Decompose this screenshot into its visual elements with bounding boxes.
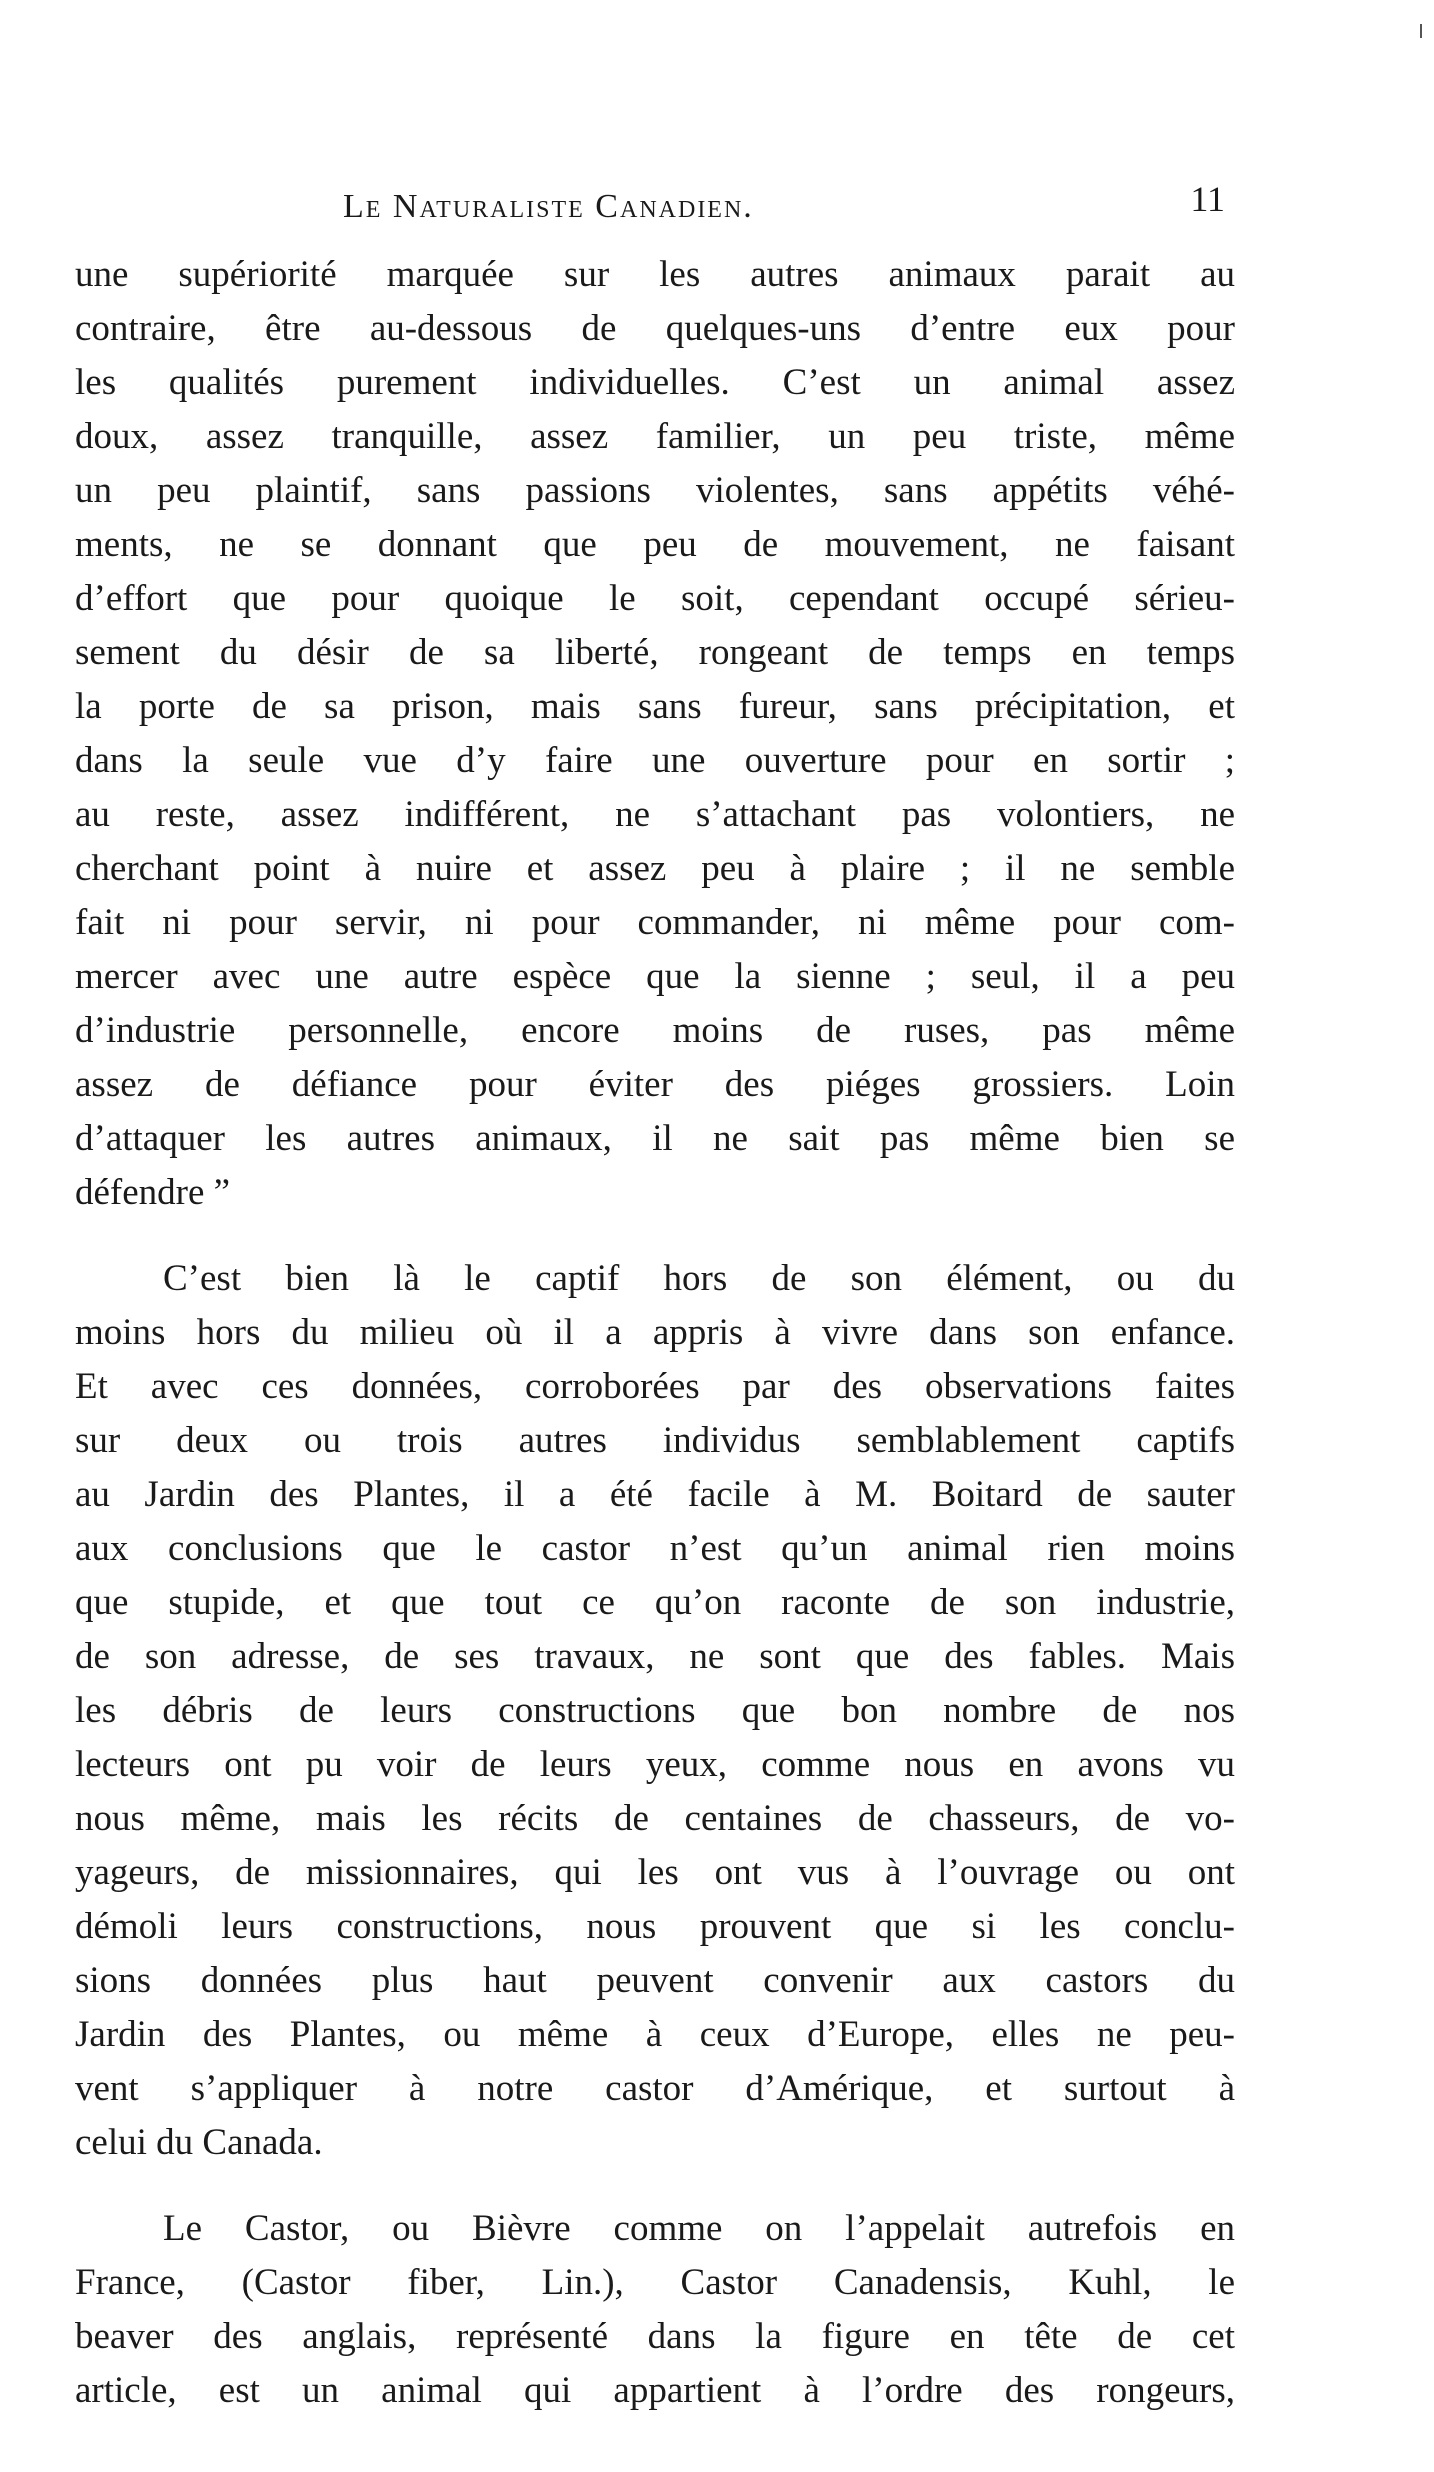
text-line: démoli leurs constructions, nous prouvent que si les conclu- (75, 1906, 1235, 1947)
scan-edge-mark (1420, 24, 1422, 38)
text-line: aux conclusions que le castor n’est qu’un animal rien moins (75, 1528, 1235, 1569)
text-line: assez de défiance pour éviter des piéges grossiers. Loin (75, 1064, 1235, 1105)
text-line: de son adresse, de ses travaux, ne sont que des fables. Mais (75, 1636, 1235, 1677)
text-line: d’industrie personnelle, encore moins de ruses, pas même (75, 1010, 1235, 1051)
text-line: les qualités purement individuelles. C’est un animal assez (75, 362, 1235, 403)
text-line: sions données plus haut peuvent convenir aux castors du (75, 1960, 1235, 2001)
text-line: dans la seule vue d’y faire une ouverture pour en sortir ; (75, 740, 1235, 781)
page-header (75, 178, 1225, 238)
text-line: doux, assez tranquille, assez familier, un peu triste, même (75, 416, 1235, 457)
text-line: d’attaquer les autres animaux, il ne sait pas même bien se (75, 1118, 1235, 1159)
text-line: Jardin des Plantes, ou même à ceux d’Europe, elles ne peu- (75, 2014, 1235, 2055)
paragraph-gap (75, 2170, 1235, 2202)
text-line: lecteurs ont pu voir de leurs yeux, comme nous en avons vu (75, 1744, 1235, 1785)
text-line: que stupide, et que tout ce qu’on raconte de son industrie, (75, 1582, 1235, 1623)
text-line: un peu plaintif, sans passions violentes, sans appétits véhé- (75, 470, 1235, 511)
text-line: la porte de sa prison, mais sans fureur, sans précipitation, et (75, 686, 1235, 727)
text-line: les débris de leurs constructions que bon nombre de nos (75, 1690, 1235, 1731)
text-line: sement du désir de sa liberté, rongeant de temps en temps (75, 632, 1235, 673)
text-line: fait ni pour servir, ni pour commander, ni même pour com- (75, 902, 1235, 943)
text-line: au reste, assez indifférent, ne s’attachant pas volontiers, ne (75, 794, 1235, 835)
text-line: une supériorité marquée sur les autres animaux parait au (75, 254, 1235, 295)
text-line: défendre ” (75, 1172, 231, 1213)
text-line: C’est bien là le captif hors de son élément, ou du (163, 1258, 1235, 1299)
running-title: Le Naturaliste Canadien. (343, 188, 754, 225)
text-line: ments, ne se donnant que peu de mouvement, ne faisant (75, 524, 1235, 565)
text-line: au Jardin des Plantes, il a été facile à M. Boitard de sauter (75, 1474, 1235, 1515)
text-line: yageurs, de missionnaires, qui les ont vus à l’ouvrage ou ont (75, 1852, 1235, 1893)
body-text (75, 248, 1235, 2418)
text-line: contraire, être au-dessous de quelques-uns d’entre eux pour (75, 308, 1235, 349)
text-line: mercer avec une autre espèce que la sienne ; seul, il a peu (75, 956, 1235, 997)
text-line: Et avec ces données, corroborées par des observations faites (75, 1366, 1235, 1407)
text-line: Le Castor, ou Bièvre comme on l’appelait autrefois en (163, 2208, 1235, 2249)
text-line: article, est un animal qui appartient à l’ordre des rongeurs, (75, 2370, 1235, 2411)
text-line: beaver des anglais, représenté dans la figure en tête de cet (75, 2316, 1235, 2357)
text-line: sur deux ou trois autres individus semblablement captifs (75, 1420, 1235, 1461)
text-line: France, (Castor fiber, Lin.), Castor Canadensis, Kuhl, le (75, 2262, 1235, 2303)
text-line: moins hors du milieu où il a appris à vivre dans son enfance. (75, 1312, 1235, 1353)
text-line: d’effort que pour quoique le soit, cependant occupé sérieu- (75, 578, 1235, 619)
text-line: celui du Canada. (75, 2122, 323, 2163)
page-number: 11 (1190, 179, 1225, 219)
text-line: vent s’appliquer à notre castor d’Amérique, et surtout à (75, 2068, 1235, 2109)
text-line: nous même, mais les récits de centaines de chasseurs, de vo- (75, 1798, 1235, 1839)
text-line: cherchant point à nuire et assez peu à plaire ; il ne semble (75, 848, 1235, 889)
paragraph-gap (75, 1220, 1235, 1252)
